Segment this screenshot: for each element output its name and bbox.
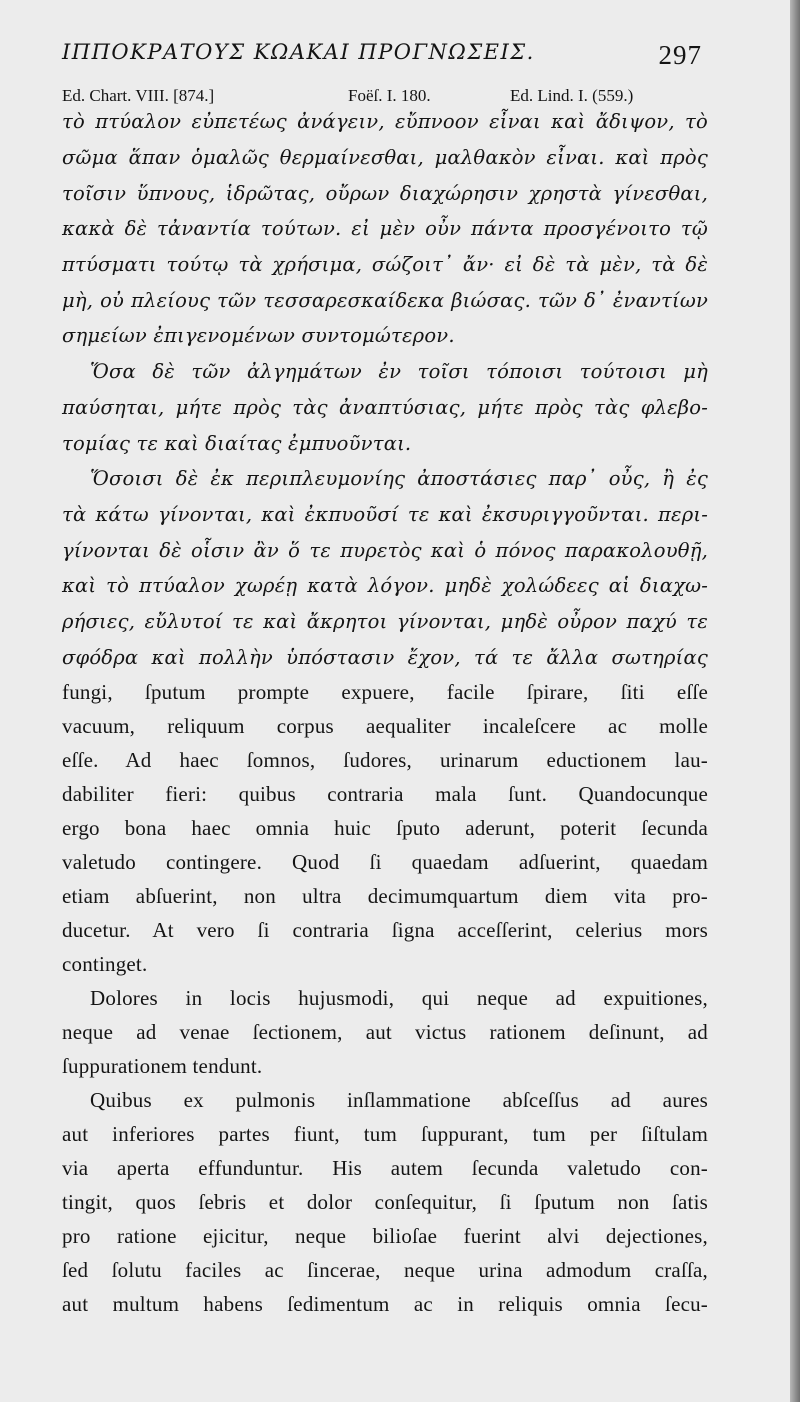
chartier-edition-ref: Ed. Chart. VIII. [874.] — [62, 86, 215, 105]
latin-line: neque ad venae ſectionem, aut victus rationem deſinunt, ad — [62, 1020, 708, 1044]
greek-line: κακὰ δὲ τἀναντία τούτων. εἰ μὲν οὖν πάντα προσγένοιτο τῷ — [62, 217, 708, 240]
latin-line: eſſe. Ad haec ſomnos, ſudores, urinarum eductionem lau- — [62, 748, 708, 772]
greek-line: σῶμα ἅπαν ὁμαλῶς θερμαίνεσθαι, μαλθακὸν εἶναι. καὶ πρὸς — [62, 146, 708, 169]
latin-line: tingit, quos ſebris et dolor conſequitur, ſi ſputum non ſatis — [62, 1190, 708, 1214]
latin-line: ergo bona haec omnia huic ſputo aderunt, poterit ſecunda — [62, 816, 708, 840]
latin-line: ſed ſolutu faciles ac ſincerae, neque urina admodum craſſa, — [62, 1258, 708, 1282]
greek-line: πτύσματι τούτῳ τὰ χρήσιμα, σώζοιτ᾽ ἄν· εἰ δὲ τὰ μὲν, τὰ δὲ — [62, 253, 708, 276]
latin-line: Quibus ex pulmonis inſlammatione abſceſſus ad aures — [90, 1088, 708, 1112]
greek-line: καὶ τὸ πτύαλον χωρέῃ κατὰ λόγον. μηδὲ χολώδεες αἱ διαχω- — [62, 574, 708, 597]
greek-line: σφόδρα καὶ πολλὴν ὑπόστασιν ἔχον, τά τε ἄλλα σωτηρίας — [62, 646, 708, 669]
greek-line: τὸ πτύαλον εὐπετέως ἀνάγειν, εὔπνοον εἶναι καὶ ἄδιψον, τὸ — [62, 110, 708, 133]
running-title: ΙΠΠΟΚΡΑΤΟΥΣ ΚΩΑΚΑΙ ΠΡΟΓΝΩΣΕΙΣ. — [62, 40, 535, 64]
greek-line: ρήσιες, εὔλυτοί τε καὶ ἄκρητοι γίνονται, μηδὲ οὖρον παχύ τε — [62, 610, 708, 633]
latin-line: Dolores in locis hujusmodi, qui neque ad expuitiones, — [90, 986, 708, 1010]
page-edge-shadow — [790, 0, 800, 1402]
latin-line: fungi, ſputum prompte expuere, facile ſpirare, ſiti eſſe — [62, 680, 708, 704]
running-head — [62, 34, 702, 74]
page-number: 297 — [658, 40, 702, 70]
latin-line: valetudo contingere. Quod ſi quaedam adſuerint, quaedam — [62, 850, 708, 874]
greek-line: σημείων ἐπιγενομένων συντομώτερον. — [62, 324, 455, 347]
greek-line: παύσηται, μήτε πρὸς τὰς ἀναπτύσιας, μήτε πρὸς τὰς φλεβο- — [62, 396, 708, 419]
latin-line: aut multum habens ſedimentum ac in reliquis omnia ſecu- — [62, 1292, 708, 1316]
latin-line: aut inferiores partes fiunt, tum ſuppurant, tum per ſiſtulam — [62, 1122, 708, 1146]
greek-line: γίνονται δὲ οἷσιν ἂν ὅ τε πυρετὸς καὶ ὁ πόνος παρακολουθῇ, — [62, 539, 708, 562]
greek-line: Ὅσα δὲ τῶν ἀλγημάτων ἐν τοῖσι τόποισι τούτοισι μὴ — [90, 360, 708, 383]
greek-line: τοῖσιν ὕπνους, ἱδρῶτας, οὔρων διαχώρησιν χρηστὰ γίνεσθαι, — [62, 182, 708, 205]
greek-line: μὴ, οὐ πλείους τῶν τεσσαρεσκαίδεκα βιώσας. τῶν δ᾽ ἐναντίων — [62, 289, 708, 312]
greek-line: Ὅσοισι δὲ ἐκ περιπλευμονίης ἀποστάσιες παρ᾽ οὖς, ἢ ἐς — [90, 467, 708, 490]
edition-reference-line — [62, 86, 702, 112]
latin-line: ſuppurationem tendunt. — [62, 1054, 263, 1078]
foesius-edition-ref: Foëſ. I. 180. — [348, 86, 431, 105]
latin-line: ducetur. At vero ſi contraria ſigna acceſſerint, celerius mors — [62, 918, 708, 942]
latin-line: vacuum, reliquum corpus aequaliter incaleſcere ac molle — [62, 714, 708, 738]
latin-line: etiam abſuerint, non ultra decimumquartum diem vita pro- — [62, 884, 708, 908]
latin-line: via aperta effunduntur. His autem ſecunda valetudo con- — [62, 1156, 708, 1180]
latin-line: dabiliter fieri: quibus contraria mala ſunt. Quandocunque — [62, 782, 708, 806]
latin-line: continget. — [62, 952, 148, 976]
latin-line: pro ratione ejicitur, neque bilioſae fuerint alvi dejectiones, — [62, 1224, 708, 1248]
linden-edition-ref: Ed. Lind. I. (559.) — [510, 86, 634, 105]
greek-line: τομίας τε καὶ διαίτας ἐμπυοῦνται. — [62, 432, 412, 455]
greek-line: τὰ κάτω γίνονται, καὶ ἐκπυοῦσί τε καὶ ἐκσυριγγοῦνται. περι- — [62, 503, 708, 526]
